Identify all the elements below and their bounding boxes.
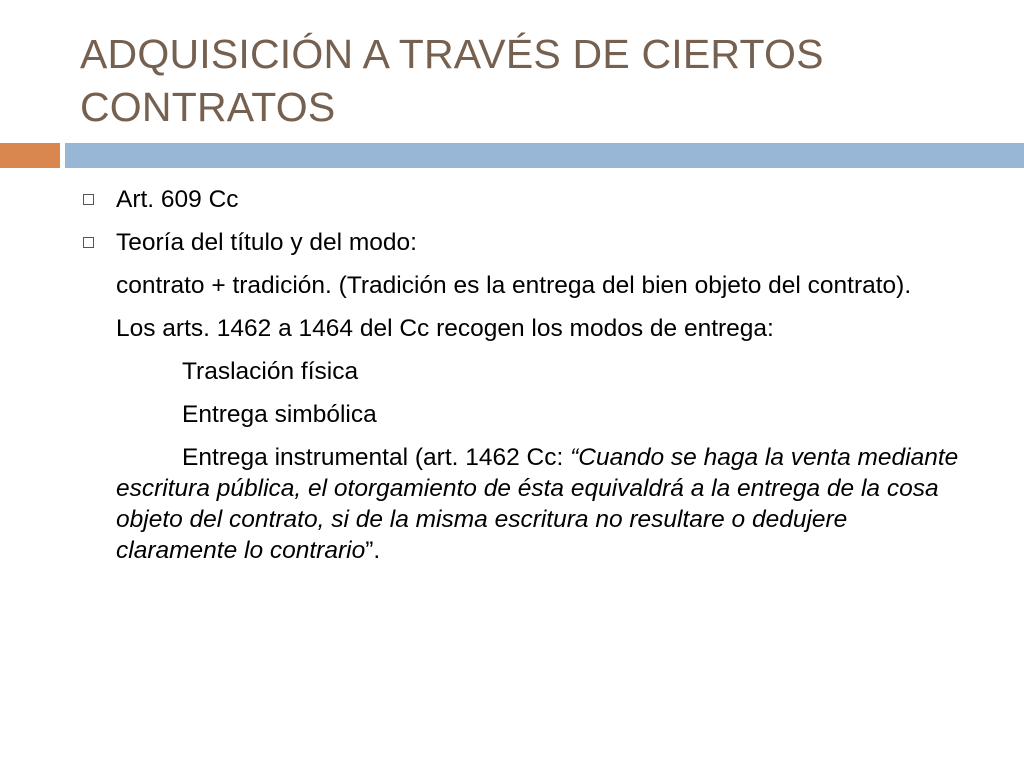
slide-title: ADQUISICIÓN A TRAVÉS DE CIERTOS CONTRATOS (80, 31, 824, 130)
bullet-text: Art. 609 Cc (116, 186, 239, 213)
mode-item: Entrega simbólica (182, 401, 377, 428)
instrumental-paragraph (80, 442, 960, 566)
slide-body (80, 184, 960, 578)
square-bullet-icon (83, 194, 94, 205)
mode-item: Traslación física (182, 358, 359, 385)
contract-paragraph: contrato + tradición. (Tradición es la entrega del bien objeto del contrato). (116, 272, 912, 299)
bullet-item (80, 227, 960, 258)
bullet-item (80, 184, 960, 215)
instrumental-lead: Entrega instrumental (art. 1462 Cc: (182, 444, 571, 471)
instrumental-quote: “Cuando se haga la venta mediante escritura pública, el otorgamiento de ésta equivaldrá a la entrega de la cosa objeto del contrato, si de la misma escritura no resultare o dedujere claramente lo contrario (116, 444, 959, 564)
bullet-text: Teoría del título y del modo: (116, 229, 417, 256)
accent-bar-orange (0, 143, 60, 168)
square-bullet-icon (83, 237, 94, 248)
arts-paragraph: Los arts. 1462 a 1464 del Cc recogen los modos de entrega: (116, 315, 774, 342)
accent-bar-blue (65, 143, 1024, 168)
instrumental-end: ”. (365, 537, 381, 564)
